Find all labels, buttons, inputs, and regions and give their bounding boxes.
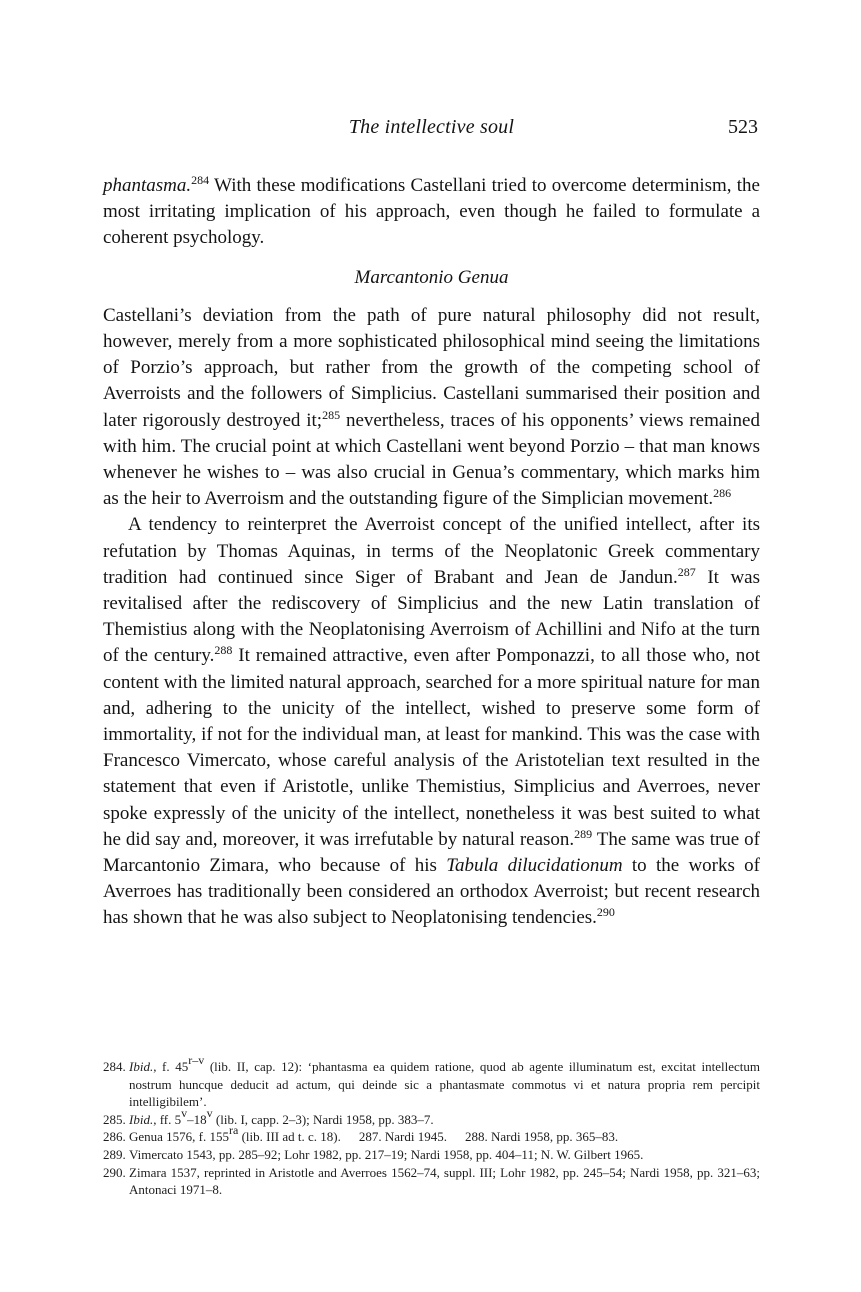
footnote-290 <box>103 1164 760 1199</box>
footnote-fragment: (lib. I, capp. 2–3); Nardi 1958, pp. 383–7. <box>212 1111 434 1127</box>
footnote-ref-285: 285 <box>322 407 341 422</box>
footnote-ref-289: 289 <box>574 826 593 841</box>
running-title: The intellective soul <box>348 116 515 138</box>
footnote-text <box>129 1123 760 1146</box>
folio-superscript: v <box>181 1105 188 1120</box>
paragraph-text: nevertheless, traces of his opponents’ views remained with him. The crucial point at which Castellani went beyond Porzio – that man knows whenever he wishes to – was also crucial in Genua’s commentary, which marks him as the heir to Averroism and the outstanding figure of the Simplician movement. <box>103 409 760 510</box>
footnote-number: 290. <box>103 1164 126 1180</box>
footnote-text: Vimercato 1543, pp. 285–92; Lohr 1982, pp. 217–19; Nardi 1958, pp. 404–11; N. W. Gilbert 1965. <box>129 1146 644 1162</box>
footnote-text <box>129 1105 760 1129</box>
footnote-ref-284: 284 <box>191 173 210 187</box>
footnote-ref-288: 288 <box>214 643 233 658</box>
paragraph-text: to the works of Averroes has traditionally been considered an orthodox Averroist; but recent research has shown that he was also subject to Neoplatonising tendencies. <box>103 855 760 929</box>
footnote-fragment: (lib. III ad t. c. 18). <box>238 1129 341 1145</box>
footnote-fragment: (lib. II, cap. 12): ‘phantasma ea quidem ratione, quod ab agente illuminatum est, excitat intellectum nostrum huncque deducit ad actum, qui deinde sic a phantasmate commotus vi et natura propria rem percipit intelligibilem’. <box>129 1059 760 1110</box>
page-number: 523 <box>728 116 758 138</box>
section-heading: Marcantonio Genua <box>354 266 509 288</box>
paragraph-text: It was revitalised after the rediscovery of Simplicius and the new Latin translation of Themistius along with the Neoplatonising Averroism of Achillini and Nifo at the turn of the century. <box>103 566 760 667</box>
footnote-288: 288. Nardi 1958, pp. 365–83. <box>464 1129 619 1145</box>
paragraph-genua-2 <box>103 512 760 931</box>
footnote-fragment: –18 <box>187 1111 207 1127</box>
running-head <box>103 112 760 152</box>
footnote-text: Zimara 1537, reprinted in Aristotle and Averroes 1562–74, suppl. III; Lohr 1982, pp. 245–54; Nardi 1958, pp. 321–63; Antonaci 1971–8. <box>129 1164 760 1198</box>
footnote-number: 289. <box>103 1146 126 1162</box>
footnote-fragment: Genua 1576, f. 155 <box>129 1129 230 1145</box>
paragraph-text: The same was true of Marcantonio Zimara, who because of his <box>103 828 760 877</box>
continued-paragraph <box>103 173 760 252</box>
ibid-abbreviation: Ibid. <box>129 1059 154 1074</box>
paragraph-genua-1 <box>103 303 760 513</box>
footnote-ref-286: 286 <box>713 486 732 501</box>
book-page <box>103 112 760 932</box>
footnote-289 <box>103 1146 760 1164</box>
footnote-ref-290: 290 <box>596 905 615 920</box>
book-title: Tabula dilucidationum <box>446 855 623 877</box>
footnote-284 <box>103 1053 760 1111</box>
footnote-number: 285. <box>103 1111 126 1127</box>
footnote-286-288 <box>103 1123 760 1146</box>
footnotes <box>103 1053 760 1199</box>
footnote-fragment: , f. 45 <box>153 1059 189 1074</box>
paragraph-text: It remained attractive, even after Pomponazzi, to all those who, not content with the limited natural approach, searched for a more spiritual nature for man and, adhering to the unicity of the intellect, wished to preserve some form of immortality, if not for the individual man, at least for mankind. This was the case with Francesco Vimercato, whose careful analysis of the Aristotelian text resulted in the statement that even if Aristotle, unlike Themistius, Simplicius and Averroes, never spoke expressly of the unicity of the intellect, nonetheless it was best suited to what he did say and, moreover, it was irrefutable by natural reason. <box>103 645 760 850</box>
footnote-fragment: , ff. 5 <box>153 1111 182 1127</box>
folio-superscript: ra <box>229 1123 239 1138</box>
footnote-text <box>129 1053 760 1111</box>
folio-superscript: v <box>206 1105 213 1120</box>
folio-superscript: r–v <box>188 1053 205 1067</box>
paragraph-text: A tendency to reinterpret the Averroist concept of the unified intellect, after its refutation by Thomas Aquinas, in terms of the Neoplatonic Greek commentary tradition had continued since Siger of Brabant and Jean de Jandun. <box>103 514 760 588</box>
italic-word: phantasma. <box>103 175 192 196</box>
footnote-285 <box>103 1105 760 1129</box>
footnote-ref-287: 287 <box>677 564 696 579</box>
paragraph-text: With these modifications Castellani tried to overcome determinism, the most irritating implication of his approach, even though he failed to formulate a coherent psychology. <box>103 175 760 249</box>
footnote-number: 286. <box>103 1129 126 1145</box>
ibid-abbreviation: Ibid. <box>129 1111 154 1127</box>
footnote-287: 287. Nardi 1945. <box>358 1129 447 1145</box>
main-text <box>103 173 760 932</box>
paragraph-text: Castellani’s deviation from the path of pure natural philosophy did not result, however, merely from a more sophisticated philosophical mind seeing the limitations of Porzio’s approach, but rather from the growth of the competing school of Averroists and the followers of Simplicius. Castellani summarised their position and later rigorously destroyed it; <box>103 304 760 431</box>
footnote-number: 284. <box>103 1059 126 1074</box>
